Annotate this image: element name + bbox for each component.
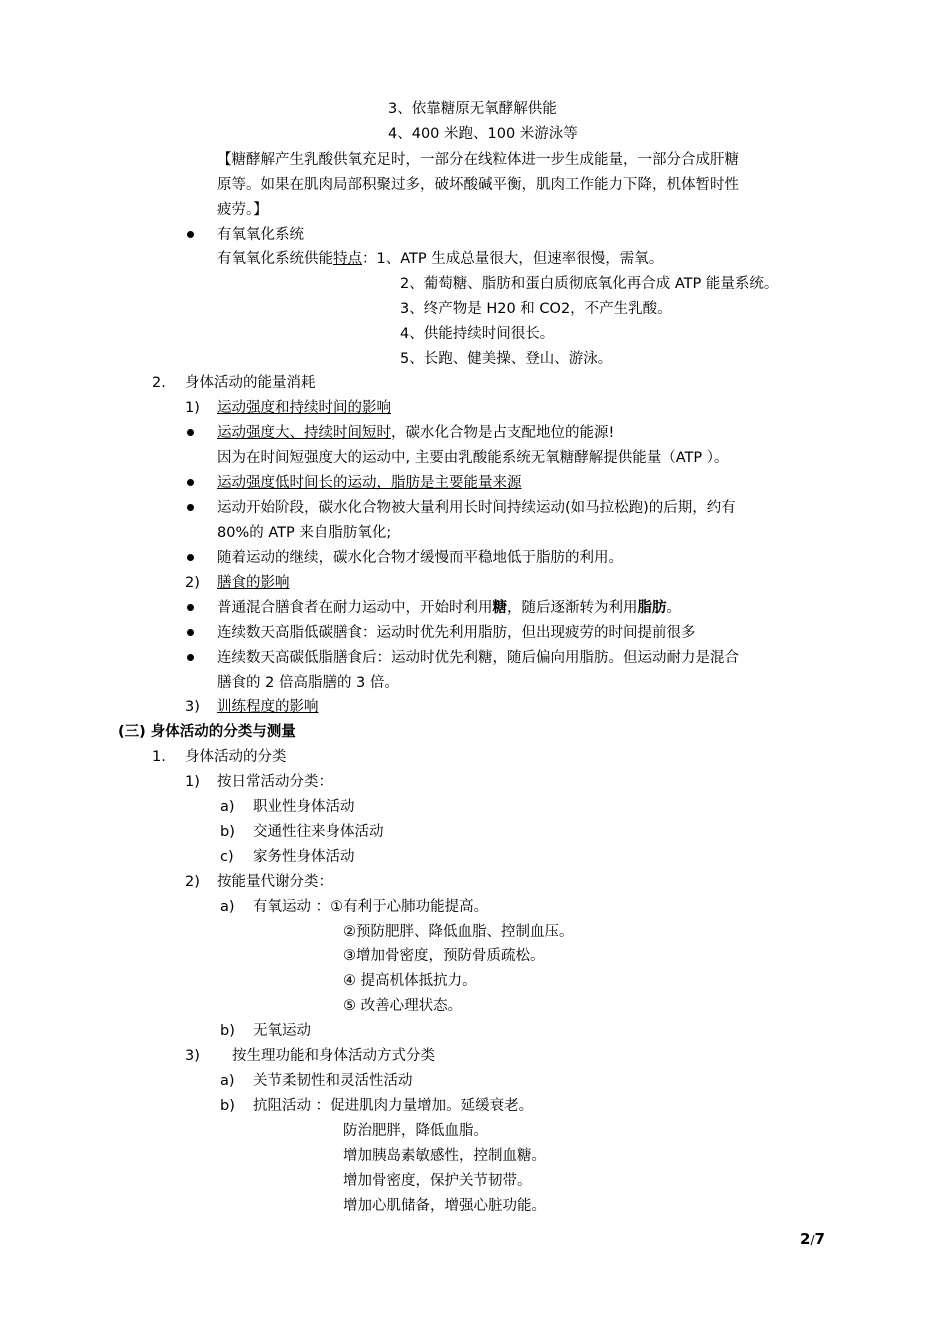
list-number: 2) xyxy=(185,575,200,591)
paragraph-line: 原等。如果在肌肉局部积聚过多，破坏酸碱平衡，肌肉工作能力下降，机体暂时性 xyxy=(217,177,739,193)
list-item: 关节柔韧性和灵活性活动 xyxy=(253,1073,413,1089)
list-item: 无氧运动 xyxy=(253,1023,311,1039)
page-current: 2 xyxy=(800,1230,811,1248)
bullet-icon xyxy=(187,654,194,661)
list-heading: 训练程度的影响 xyxy=(217,699,319,715)
text-line: 5、长跑、健美操、登山、游泳。 xyxy=(400,351,613,367)
list-item: 家务性身体活动 xyxy=(253,849,355,865)
underlined-text: 运动强度大、持续时间短时 xyxy=(217,425,391,441)
list-heading: 身体活动的分类 xyxy=(185,749,287,765)
bullet-text: 运动开始阶段，碳水化合物被大量利用长时间持续运动(如马拉松跑)的后期，约有 xyxy=(217,500,736,516)
list-heading: 身体活动的能量消耗 xyxy=(185,375,316,391)
text-line: 防治肥胖，降低血脂。 xyxy=(343,1123,488,1139)
list-letter: b) xyxy=(220,1023,235,1039)
text-span: ，碳水化合物是占支配地位的能源! xyxy=(391,425,615,441)
text-line: 3、依靠糖原无氧酵解供能 xyxy=(388,101,557,117)
list-heading: 按能量代谢分类： xyxy=(217,874,333,890)
text-span: ，随后逐渐转为利用 xyxy=(507,600,638,616)
bullet-icon xyxy=(187,504,194,511)
list-number: 3) xyxy=(185,699,200,715)
text-line: 3、终产物是 H20 和 CO2，不产生乳酸。 xyxy=(400,301,672,317)
bullet-text: 运动强度低时间长的运动，脂肪是主要能量来源 xyxy=(217,475,522,491)
list-letter: c) xyxy=(220,849,234,865)
list-number: 2. xyxy=(152,375,166,391)
bullet-text: 连续数天高脂低碳膳食：运动时优先利用脂肪，但出现疲劳的时间提前很多 xyxy=(217,625,696,641)
bullet-text: 连续数天高碳低脂膳食后：运动时优先利糖，随后偏向用脂肪。但运动耐力是混合 xyxy=(217,650,739,666)
bullet-icon xyxy=(187,629,194,636)
list-number: 2) xyxy=(185,874,200,890)
bold-text: 脂肪 xyxy=(637,600,667,616)
page-total: 7 xyxy=(814,1230,825,1248)
list-item: 抗阻活动 ：促进肌肉力量增加。延缓衰老。 xyxy=(253,1098,534,1114)
bullet-text: 有氧氧化系统 xyxy=(217,227,304,243)
text-line xyxy=(217,249,663,269)
list-number: 3) xyxy=(185,1048,200,1064)
text-line: 增加胰岛素敏感性，控制血糖。 xyxy=(343,1148,546,1164)
list-number: 1) xyxy=(185,400,200,416)
list-number: 1) xyxy=(185,774,200,790)
list-number: 1. xyxy=(152,749,166,765)
bullet-text xyxy=(217,598,681,618)
paragraph-line: 【糖酵解产生乳酸供氧充足时，一部分在线粒体进一步生成能量，一部分合成肝糖 xyxy=(217,152,739,168)
list-heading: 运动强度和持续时间的影响 xyxy=(217,400,391,416)
bullet-icon xyxy=(187,429,194,436)
bullet-text xyxy=(217,423,614,443)
list-letter: a) xyxy=(220,899,235,915)
underlined-text: 特点 xyxy=(333,251,362,267)
bullet-icon xyxy=(187,604,194,611)
text-line: 增加心肌储备，增强心脏功能。 xyxy=(343,1198,546,1214)
bullet-text: 随着运动的继续，碳水化合物才缓慢而平稳地低于脂肪的利用。 xyxy=(217,550,623,566)
text-line: 2、葡萄糖、脂肪和蛋白质彻底氧化再合成 ATP 能量系统。 xyxy=(400,276,779,292)
text-line: ⑤ 改善心理状态。 xyxy=(343,998,463,1014)
paragraph-line: 疲劳。】 xyxy=(217,202,268,218)
list-heading: 按生理功能和身体活动方式分类 xyxy=(232,1048,435,1064)
list-heading: 按日常活动分类： xyxy=(217,774,333,790)
list-letter: a) xyxy=(220,1073,235,1089)
bold-text: 糖 xyxy=(492,600,507,616)
list-letter: b) xyxy=(220,1098,235,1114)
bullet-icon xyxy=(187,231,194,238)
text-line: 4、供能持续时间很长。 xyxy=(400,326,555,342)
text-line: ②预防肥胖、降低血脂、控制血压。 xyxy=(343,924,574,940)
text-line: 80%的 ATP 来自脂肪氧化; xyxy=(217,525,392,541)
text-line: 因为在时间短强度大的运动中, 主要由乳酸能系统无氧糖酵解提供能量（ATP ）。 xyxy=(217,450,729,466)
list-item: 职业性身体活动 xyxy=(253,799,355,815)
text-line: 4、400 米跑、100 米游泳等 xyxy=(388,126,578,142)
bullet-icon xyxy=(187,479,194,486)
text-line: ④ 提高机体抵抗力。 xyxy=(343,973,477,989)
page-number xyxy=(800,1230,825,1248)
section-heading: (三) 身体活动的分类与测量 xyxy=(118,724,296,740)
list-item: 有氧运动 ：①有利于心肺功能提高。 xyxy=(253,899,489,915)
list-heading: 膳食的影响 xyxy=(217,575,290,591)
text-span: ：1、ATP 生成总量很大，但速率很慢，需氧。 xyxy=(362,251,664,267)
text-line: ③增加骨密度，预防骨质疏松。 xyxy=(343,948,545,964)
text-line: 膳食的 2 倍高脂膳的 3 倍。 xyxy=(217,675,399,691)
list-item: 交通性往来身体活动 xyxy=(253,824,384,840)
page-separator: / xyxy=(810,1233,815,1247)
text-span: 有氧氧化系统供能 xyxy=(217,251,333,267)
text-line: 增加骨密度，保护关节韧带。 xyxy=(343,1173,532,1189)
text-span: 。 xyxy=(666,600,681,616)
bullet-icon xyxy=(187,554,194,561)
text-span: 普通混合膳食者在耐力运动中，开始时利用 xyxy=(217,600,493,616)
list-letter: b) xyxy=(220,824,235,840)
list-letter: a) xyxy=(220,799,235,815)
